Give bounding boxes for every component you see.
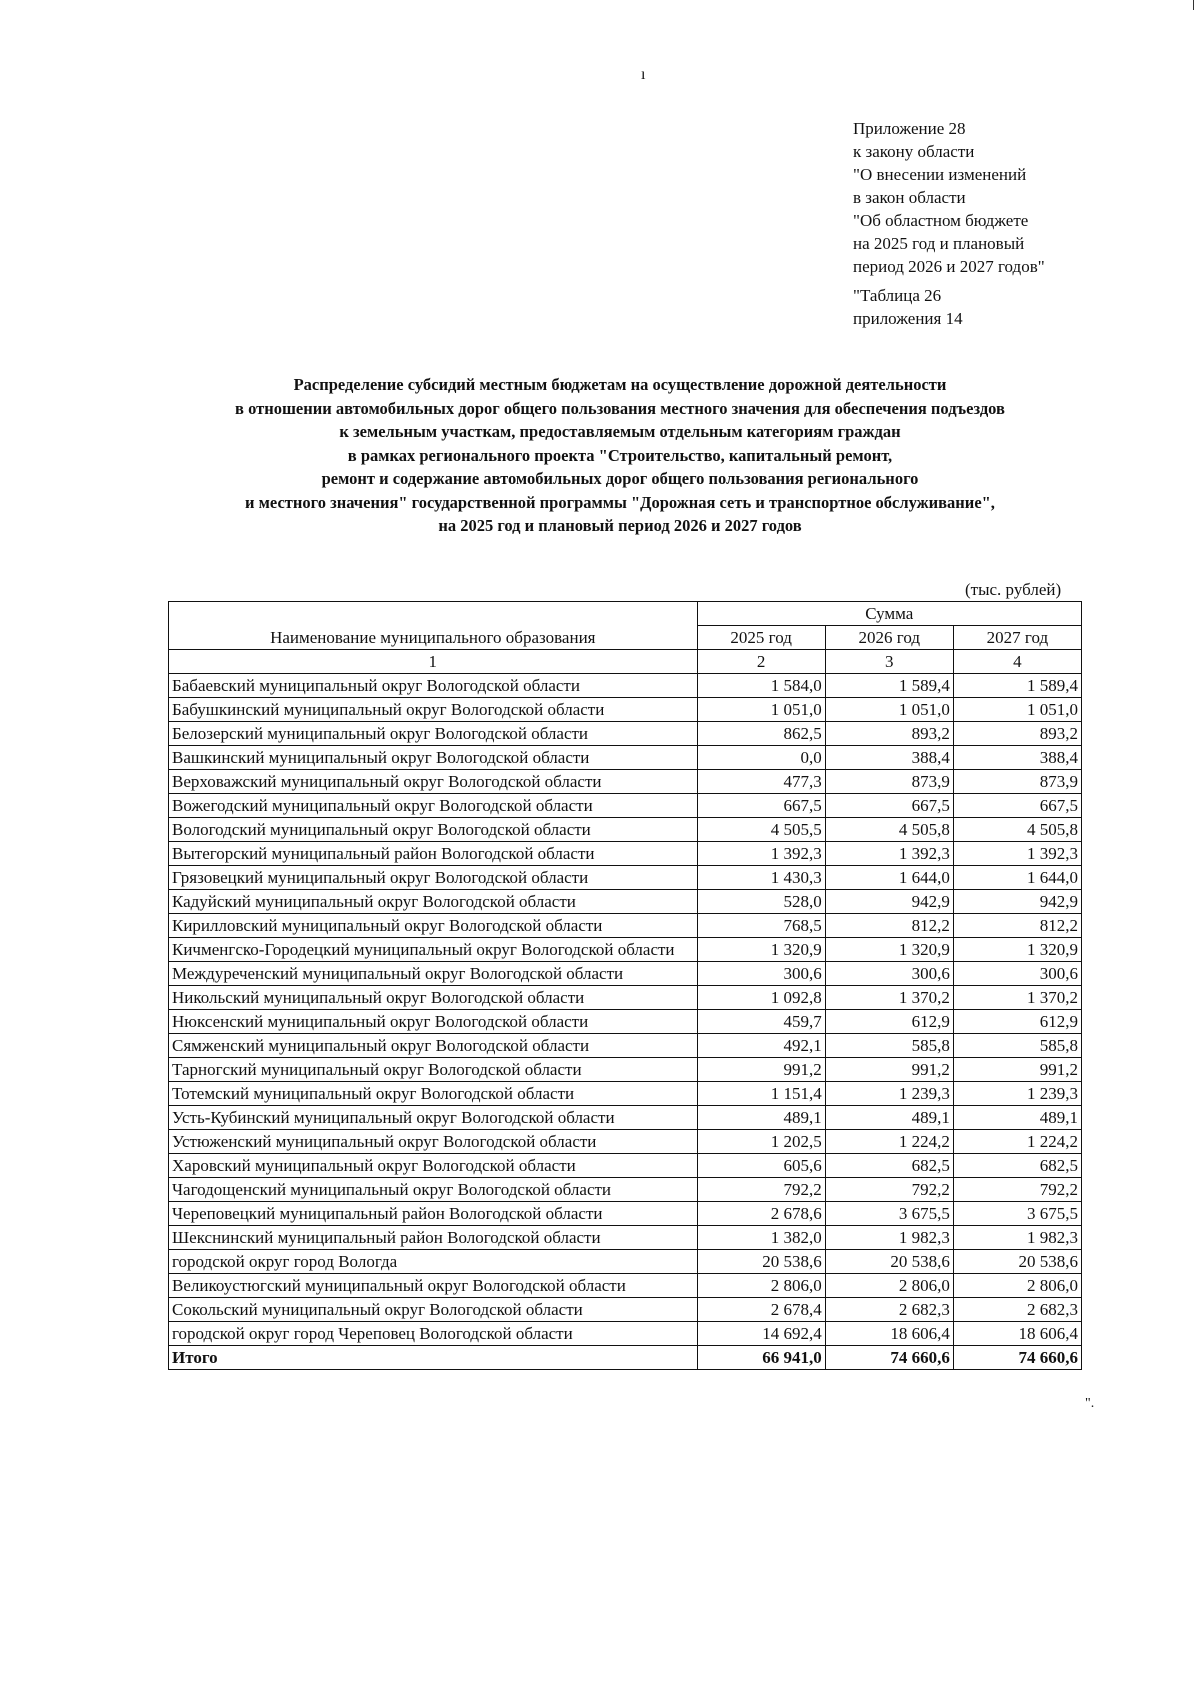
value-2026: 1 224,2	[825, 1130, 953, 1154]
table-row	[169, 938, 1082, 962]
title-line: в рамках регионального проекта "Строительство, капитальный ремонт,	[347, 445, 893, 465]
value-2027: 612,9	[953, 1010, 1081, 1034]
value-2027: 388,4	[953, 746, 1081, 770]
table-row	[169, 674, 1082, 698]
value-2027: 3 675,5	[953, 1202, 1081, 1226]
appendix-line: "Об областном бюджете	[853, 211, 1029, 230]
value-2025: 0,0	[697, 746, 825, 770]
header-year-2026: 2026 год	[825, 626, 953, 650]
table-row	[169, 770, 1082, 794]
value-2025: 2 806,0	[697, 1274, 825, 1298]
value-2025: 991,2	[697, 1058, 825, 1082]
title-line: ремонт и содержание автомобильных дорог общего пользования регионального	[321, 469, 919, 488]
municipality-name: Междуреченский муниципальный округ Вологодской области	[169, 962, 698, 986]
table-row	[169, 1298, 1082, 1322]
table-reference	[853, 284, 1045, 330]
value-2025: 1 392,3	[697, 842, 825, 866]
table-row	[169, 1322, 1082, 1346]
value-2026: 893,2	[825, 722, 953, 746]
value-2027: 1 239,3	[953, 1082, 1081, 1106]
value-2027: 1 224,2	[953, 1130, 1081, 1154]
table-body	[169, 674, 1082, 1346]
subsidy-table	[168, 601, 1082, 1370]
table-row	[169, 698, 1082, 722]
municipality-name: городской округ город Вологда	[169, 1250, 698, 1274]
table-row	[169, 1202, 1082, 1226]
total-label: Итого	[169, 1346, 698, 1370]
municipality-name: городской округ город Череповец Вологодской области	[169, 1322, 698, 1346]
total-2025: 66 941,0	[697, 1346, 825, 1370]
value-2027: 1 644,0	[953, 866, 1081, 890]
value-2027: 300,6	[953, 962, 1081, 986]
table-row	[169, 1106, 1082, 1130]
municipality-name: Кирилловский муниципальный округ Вологодской области	[169, 914, 698, 938]
municipality-name: Вологодский муниципальный округ Вологодской области	[169, 818, 698, 842]
municipality-name: Бабаевский муниципальный округ Вологодской области	[169, 674, 698, 698]
total-2027: 74 660,6	[953, 1346, 1081, 1370]
appendix-line: на 2025 год и плановый	[853, 234, 1025, 253]
value-2026: 873,9	[825, 770, 953, 794]
municipality-name: Усть-Кубинский муниципальный округ Вологодской области	[169, 1106, 698, 1130]
value-2026: 1 239,3	[825, 1082, 953, 1106]
value-2026: 489,1	[825, 1106, 953, 1130]
appendix-line: к закону области	[853, 142, 975, 161]
value-2027: 585,8	[953, 1034, 1081, 1058]
value-2025: 1 051,0	[697, 698, 825, 722]
table-row	[169, 890, 1082, 914]
table-row	[169, 914, 1082, 938]
value-2025: 300,6	[697, 962, 825, 986]
value-2026: 1 982,3	[825, 1226, 953, 1250]
value-2026: 682,5	[825, 1154, 953, 1178]
title-line: и местного значения" государственной программы "Дорожная сеть и транспортное обслуживание",	[245, 492, 995, 512]
municipality-name: Тарногский муниципальный округ Вологодской области	[169, 1058, 698, 1082]
value-2025: 2 678,6	[697, 1202, 825, 1226]
closing-quote-mark: ".	[1085, 1396, 1095, 1411]
page-number-mark: ı	[641, 66, 646, 83]
municipality-name: Белозерский муниципальный округ Вологодской области	[169, 722, 698, 746]
table-row	[169, 1058, 1082, 1082]
value-2027: 893,2	[953, 722, 1081, 746]
table-row	[169, 842, 1082, 866]
municipality-name: Вашкинский муниципальный округ Вологодской области	[169, 746, 698, 770]
value-2027: 1 370,2	[953, 986, 1081, 1010]
municipality-name: Верховажский муниципальный округ Вологодской области	[169, 770, 698, 794]
value-2025: 605,6	[697, 1154, 825, 1178]
value-2025: 792,2	[697, 1178, 825, 1202]
value-2025: 1 202,5	[697, 1130, 825, 1154]
municipality-name: Шекснинский муниципальный район Вологодской области	[169, 1226, 698, 1250]
value-2025: 477,3	[697, 770, 825, 794]
value-2026: 1 392,3	[825, 842, 953, 866]
table-row	[169, 746, 1082, 770]
value-2026: 1 370,2	[825, 986, 953, 1010]
value-2025: 20 538,6	[697, 1250, 825, 1274]
value-2026: 4 505,8	[825, 818, 953, 842]
table-row	[169, 1178, 1082, 1202]
value-2027: 812,2	[953, 914, 1081, 938]
appendix-reference	[853, 117, 1045, 330]
table-row	[169, 1226, 1082, 1250]
value-2026: 942,9	[825, 890, 953, 914]
value-2027: 873,9	[953, 770, 1081, 794]
table-row	[169, 1082, 1082, 1106]
value-2025: 528,0	[697, 890, 825, 914]
municipality-name: Грязовецкий муниципальный округ Вологодской области	[169, 866, 698, 890]
value-2025: 489,1	[697, 1106, 825, 1130]
table-row	[169, 1130, 1082, 1154]
table-ref-line: приложения 14	[853, 309, 963, 328]
table-row	[169, 1010, 1082, 1034]
value-2025: 459,7	[697, 1010, 825, 1034]
appendix-line: "О внесении изменений	[853, 165, 1027, 184]
column-number: 4	[953, 650, 1081, 674]
value-2025: 14 692,4	[697, 1322, 825, 1346]
value-2026: 1 589,4	[825, 674, 953, 698]
document-title	[150, 373, 1090, 538]
municipality-name: Кичменгско-Городецкий муниципальный округ Вологодской области	[169, 938, 698, 962]
municipality-name: Сямженский муниципальный округ Вологодской области	[169, 1034, 698, 1058]
header-sum: Сумма	[697, 602, 1081, 626]
value-2026: 585,8	[825, 1034, 953, 1058]
header-year-2027: 2027 год	[953, 626, 1081, 650]
value-2027: 489,1	[953, 1106, 1081, 1130]
value-2026: 388,4	[825, 746, 953, 770]
title-line: к земельным участкам, предоставляемым отдельным категориям граждан	[339, 422, 901, 441]
value-2027: 1 051,0	[953, 698, 1081, 722]
value-2026: 812,2	[825, 914, 953, 938]
value-2026: 1 320,9	[825, 938, 953, 962]
value-2026: 612,9	[825, 1010, 953, 1034]
value-2027: 667,5	[953, 794, 1081, 818]
value-2026: 1 644,0	[825, 866, 953, 890]
currency-unit: (тыс. рублей)	[965, 580, 1062, 599]
value-2026: 991,2	[825, 1058, 953, 1082]
table-row	[169, 962, 1082, 986]
value-2025: 1 382,0	[697, 1226, 825, 1250]
total-2026: 74 660,6	[825, 1346, 953, 1370]
value-2027: 942,9	[953, 890, 1081, 914]
table-ref-line: "Таблица 26	[853, 286, 942, 305]
value-2027: 1 589,4	[953, 674, 1081, 698]
value-2027: 1 982,3	[953, 1226, 1081, 1250]
value-2027: 792,2	[953, 1178, 1081, 1202]
value-2025: 1 430,3	[697, 866, 825, 890]
column-number: 2	[697, 650, 825, 674]
value-2025: 862,5	[697, 722, 825, 746]
municipality-name: Череповецкий муниципальный район Вологодской области	[169, 1202, 698, 1226]
table-row	[169, 794, 1082, 818]
value-2026: 1 051,0	[825, 698, 953, 722]
value-2025: 667,5	[697, 794, 825, 818]
title-line: Распределение субсидий местным бюджетам на осуществление дорожной деятельности	[293, 375, 947, 394]
value-2027: 1 392,3	[953, 842, 1081, 866]
total-row	[169, 1346, 1082, 1370]
value-2025: 2 678,4	[697, 1298, 825, 1322]
header-year-2025: 2025 год	[697, 626, 825, 650]
value-2025: 4 505,5	[697, 818, 825, 842]
municipality-name: Никольский муниципальный округ Вологодской области	[169, 986, 698, 1010]
municipality-name: Чагодощенский муниципальный округ Вологодской области	[169, 1178, 698, 1202]
column-number: 3	[825, 650, 953, 674]
value-2027: 20 538,6	[953, 1250, 1081, 1274]
value-2025: 1 320,9	[697, 938, 825, 962]
value-2026: 2 806,0	[825, 1274, 953, 1298]
table-row	[169, 1250, 1082, 1274]
value-2026: 2 682,3	[825, 1298, 953, 1322]
value-2025: 1 092,8	[697, 986, 825, 1010]
value-2026: 3 675,5	[825, 1202, 953, 1226]
table-row	[169, 818, 1082, 842]
municipality-name: Великоустюгский муниципальный округ Вологодской области	[169, 1274, 698, 1298]
appendix-line: Приложение 28	[853, 119, 966, 138]
value-2026: 667,5	[825, 794, 953, 818]
header-municipality: Наименование муниципального образования	[169, 602, 698, 650]
appendix-line: период 2026 и 2027 годов"	[853, 257, 1045, 276]
value-2025: 1 584,0	[697, 674, 825, 698]
table-row	[169, 1154, 1082, 1178]
municipality-name: Кадуйский муниципальный округ Вологодской области	[169, 890, 698, 914]
municipality-name: Нюксенский муниципальный округ Вологодской области	[169, 1010, 698, 1034]
value-2025: 768,5	[697, 914, 825, 938]
value-2027: 682,5	[953, 1154, 1081, 1178]
municipality-name: Вожегодский муниципальный округ Вологодской области	[169, 794, 698, 818]
municipality-name: Тотемский муниципальный округ Вологодской области	[169, 1082, 698, 1106]
value-2027: 4 505,8	[953, 818, 1081, 842]
appendix-line: в закон области	[853, 188, 966, 207]
value-2025: 492,1	[697, 1034, 825, 1058]
municipality-name: Устюженский муниципальный округ Вологодской области	[169, 1130, 698, 1154]
title-line: в отношении автомобильных дорог общего пользования местного значения для обеспечения подъездов	[235, 398, 1005, 418]
scan-edge-mark	[1193, 0, 1194, 10]
table-row	[169, 722, 1082, 746]
municipality-name: Харовский муниципальный округ Вологодской области	[169, 1154, 698, 1178]
value-2027: 18 606,4	[953, 1322, 1081, 1346]
value-2026: 300,6	[825, 962, 953, 986]
table-row	[169, 986, 1082, 1010]
value-2027: 1 320,9	[953, 938, 1081, 962]
table-row	[169, 1274, 1082, 1298]
value-2026: 20 538,6	[825, 1250, 953, 1274]
value-2026: 792,2	[825, 1178, 953, 1202]
table-row	[169, 1034, 1082, 1058]
municipality-name: Сокольский муниципальный округ Вологодской области	[169, 1298, 698, 1322]
value-2027: 2 682,3	[953, 1298, 1081, 1322]
municipality-name: Вытегорский муниципальный район Вологодской области	[169, 842, 698, 866]
municipality-name: Бабушкинский муниципальный округ Вологодской области	[169, 698, 698, 722]
column-number: 1	[169, 650, 698, 674]
value-2027: 991,2	[953, 1058, 1081, 1082]
value-2027: 2 806,0	[953, 1274, 1081, 1298]
title-line: на 2025 год и плановый период 2026 и 2027 годов	[438, 516, 802, 535]
value-2026: 18 606,4	[825, 1322, 953, 1346]
value-2025: 1 151,4	[697, 1082, 825, 1106]
table-row	[169, 866, 1082, 890]
